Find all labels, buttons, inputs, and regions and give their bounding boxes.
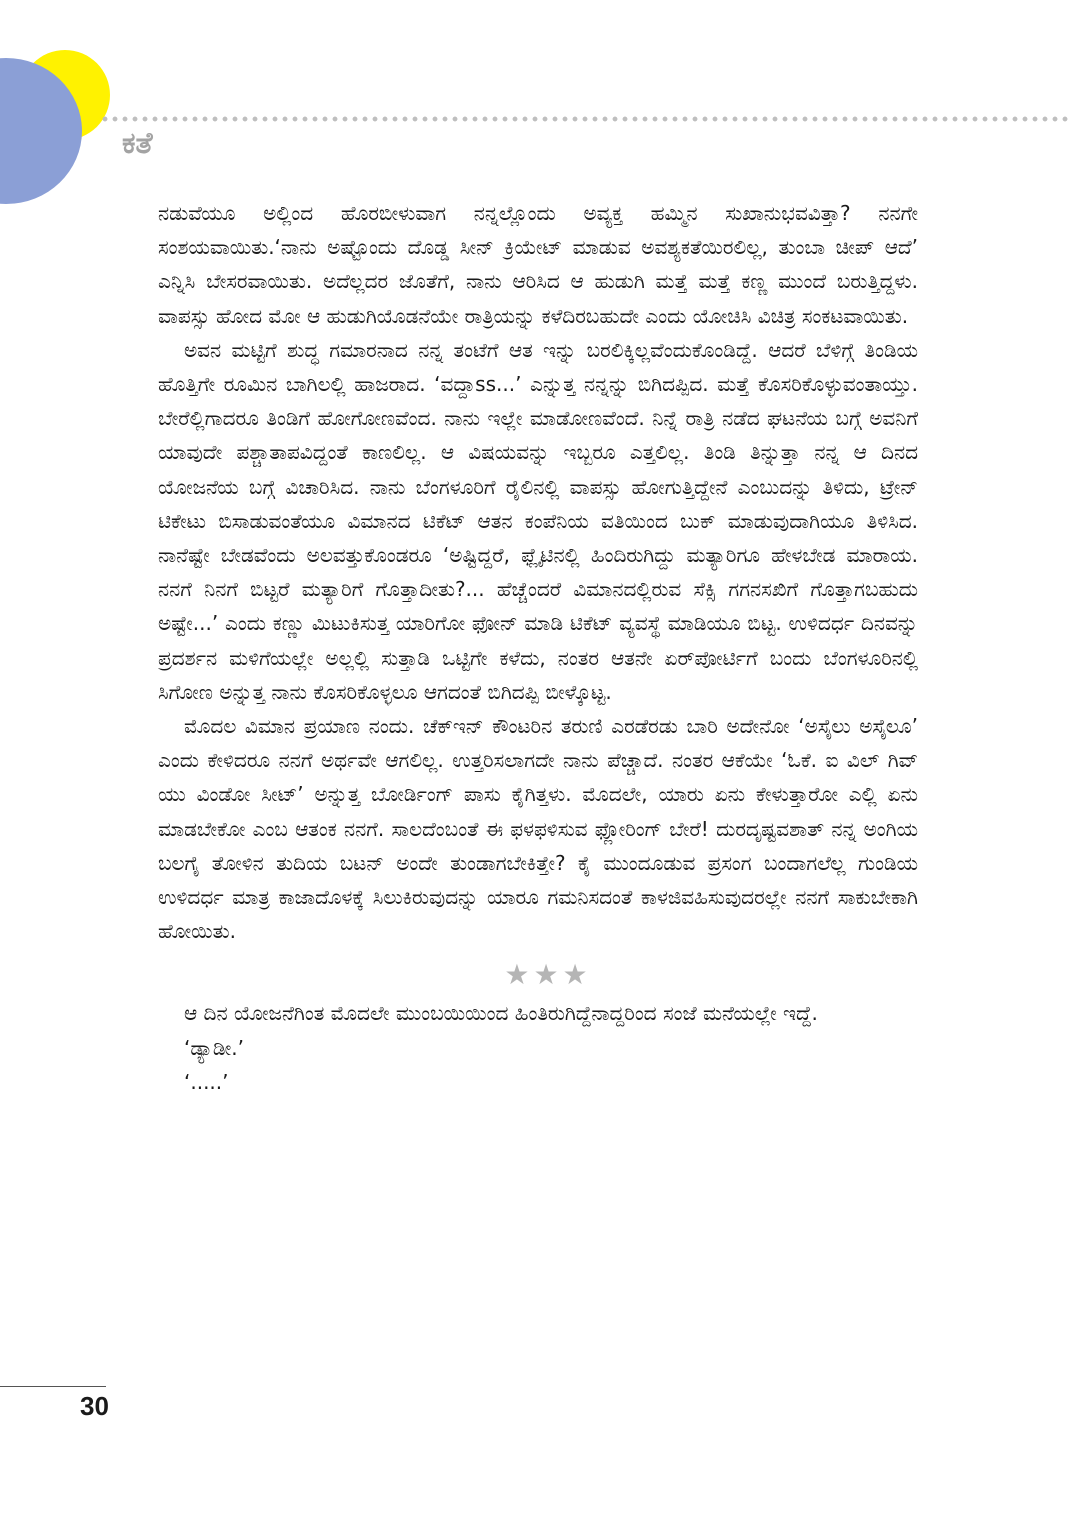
dialogue-line-2: ‘.....’: [184, 1069, 229, 1094]
header-dotted-rule: [100, 116, 1072, 122]
page-number: 30: [80, 1391, 109, 1421]
paragraph-2: ಅವನ ಮಟ್ಟಿಗೆ ಶುದ್ಧ ಗಮಾರನಾದ ನನ್ನ ತಂಟೆಗೆ ಆತ ಇನ್ನು ಬರಲಿಕ್ಕಿಲ್ಲವೆಂದುಕೊಂಡಿದ್ದೆ. ಆದರೆ ಬೆಳಿಗ್ಗೆ ತಿಂಡಿಯ ಹೊತ್ತಿಗೇ ರೂಮಿನ ಬಾಗಿಲಲ್ಲಿ ಹಾಜರಾದ. ‘ವದ್ದಾss...’ ಎನ್ನುತ್ತ ನನ್ನನ್ನು ಬಿಗಿದಪ್ಪಿದ. ಮತ್ತೆ ಕೊಸರಿಕೊಳ್ಳುವಂತಾಯ್ತು. ಬೇರೆಲ್ಲಿಗಾದರೂ ತಿಂಡಿಗೆ ಹೋಗೋಣವೆಂದ. ನಾನು ಇಲ್ಲೇ ಮಾಡೋಣವೆಂದೆ. ನಿನ್ನೆ ರಾತ್ರಿ ನಡೆದ ಘಟನೆಯ ಬಗ್ಗೆ ಅವನಿಗೆ ಯಾವುದೇ ಪಶ್ಚಾತಾಪವಿದ್ದಂತೆ ಕಾಣಲಿಲ್ಲ. ಆ ವಿಷಯವನ್ನು ಇಬ್ಬರೂ ಎತ್ತಲಿಲ್ಲ. ತಿಂಡಿ ತಿನ್ನುತ್ತಾ ನನ್ನ ಆ ದಿನದ ಯೋಜನೆಯ ಬಗ್ಗೆ ವಿಚಾರಿಸಿದ. ನಾನು ಬೆಂಗಳೂರಿಗೆ ರೈಲಿನಲ್ಲಿ ವಾಪಸ್ಸು ಹೋಗುತ್ತಿದ್ದೇನೆ ಎಂಬುದನ್ನು ತಿಳಿದು, ಟ್ರೇನ್ ಟಿಕೇಟು ಬಿಸಾಡುವಂತೆಯೂ ವಿಮಾನದ ಟಿಕೆಟ್ ಆತನ ಕಂಪೆನಿಯ ವತಿಯಿಂದ ಬುಕ್ ಮಾಡುವುದಾಗಿಯೂ ತಿಳಿಸಿದ. ನಾನೆಷ್ಟೇ ಬೇಡವೆಂದು ಅಲವತ್ತುಕೊಂಡರೂ ‘ಅಷ್ಟಿದ್ದರೆ, ಫ್ಲೈಟಿನಲ್ಲಿ ಹಿಂದಿರುಗಿದ್ದು ಮತ್ಯಾರಿಗೂ ಹೇಳಬೇಡ ಮಾರಾಯ. ನನಗೆ ನಿನಗೆ ಬಿಟ್ಟರೆ ಮತ್ಯಾರಿಗೆ ಗೊತ್ತಾದೀತು?... ಹೆಚ್ಚೆಂದರೆ ವಿಮಾನದಲ್ಲಿರುವ ಸೆಕ್ಸಿ ಗಗನಸಖಿಗೆ ಗೊತ್ತಾಗಬಹುದು ಅಷ್ಟೇ...’ ಎಂದು ಕಣ್ಣು ಮಿಟುಕಿಸುತ್ತ ಯಾರಿಗೋ ಫೋನ್ ಮಾಡಿ ಟಿಕೆಟ್ ವ್ಯವಸ್ಥೆ ಮಾಡಿಯೂ ಬಿಟ್ಟ. ಉಳಿದರ್ಧ ದಿನವನ್ನು ಪ್ರದರ್ಶನ ಮಳಿಗೆಯಲ್ಲೇ ಅಲ್ಲಲ್ಲಿ ಸುತ್ತಾಡಿ ಒಟ್ಟಿಗೇ ಕಳೆದು, ನಂತರ ಆತನೇ ಏರ್‌ಪೋರ್ಟಿಗೆ ಬಂದು ಬೆಂಗಳೂರಿನಲ್ಲಿ ಸಿಗೋಣ ಅನ್ನುತ್ತ ನಾನು ಕೊಸರಿಕೊಳ್ಳಲೂ ಆಗದಂತೆ ಬಿಗಿದಪ್ಪಿ ಬೀಳ್ಕೊಟ್ಟ.: [158, 337, 918, 704]
paragraph-3: ಮೊದಲ ವಿಮಾನ ಪ್ರಯಾಣ ನಂದು. ಚೆಕ್‌ಇನ್ ಕೌಂಟರಿನ ತರುಣಿ ಎರಡೆರಡು ಬಾರಿ ಅದೇನೋ ‘ಅಸೈಲು ಅಸೈಲೂ’ ಎಂದು ಕೇಳಿದರೂ ನನಗೆ ಅರ್ಥವೇ ಆಗಲಿಲ್ಲ. ಉತ್ತರಿಸಲಾಗದೇ ನಾನು ಪೆಚ್ಚಾದೆ. ನಂತರ ಆಕೆಯೇ ‘ಓಕೆ. ಐ ವಿಲ್ ಗಿವ್ ಯು ವಿಂಡೋ ಸೀಟ್’ ಅನ್ನುತ್ತ ಬೋರ್ಡಿಂಗ್ ಪಾಸು ಕೈಗಿತ್ತಳು. ಮೊದಲೇ, ಯಾರು ಏನು ಕೇಳುತ್ತಾರೋ ಎಲ್ಲಿ ಏನು ಮಾಡಬೇಕೋ ಎಂಬ ಆತಂಕ ನನಗೆ. ಸಾಲದೆಂಬಂತೆ ಈ ಫಳಫಳಿಸುವ ಫ್ಲೋರಿಂಗ್ ಬೇರೆ! ದುರದೃಷ್ಟವಶಾತ್ ನನ್ನ ಅಂಗಿಯ ಬಲಗೈ ತೋಳಿನ ತುದಿಯ ಬಟನ್ ಅಂದೇ ತುಂಡಾಗಬೇಕಿತ್ತೇ? ಕೈ ಮುಂದೂಡುವ ಪ್ರಸಂಗ ಬಂದಾಗಲೆಲ್ಲ ಗುಂಡಿಯ ಉಳಿದರ್ಧ ಮಾತ್ರ ಕಾಜಾದೊಳಕ್ಕೆ ಸಿಲುಕಿರುವುದನ್ನು ಯಾರೂ ಗಮನಿಸದಂತೆ ಕಾಳಜಿವಹಿಸುವುದರಲ್ಲೇ ನನಗೆ ಸಾಕುಬೇಕಾಗಿ ಹೋಯಿತು.: [158, 714, 918, 944]
section-label: ಕತೆ: [122, 126, 153, 161]
footer-rule: [0, 1386, 106, 1387]
paragraph-1: ನಡುವೆಯೂ ಅಲ್ಲಿಂದ ಹೊರಬೀಳುವಾಗ ನನ್ನಲ್ಲೊಂದು ಅವ್ಯಕ್ತ ಹಮ್ಮಿನ ಸುಖಾನುಭವವಿತ್ತಾ? ನನಗೇ ಸಂಶಯವಾಯಿತು.‘ನಾನು ಅಷ್ಟೊಂದು ದೊಡ್ಡ ಸೀನ್ ಕ್ರಿಯೇಟ್ ಮಾಡುವ ಅವಶ್ಯಕತೆಯಿರಲಿಲ್ಲ, ತುಂಬಾ ಚೀಪ್ ಆದೆ’ ಎನ್ನಿಸಿ ಬೇಸರವಾಯಿತು. ಅದೆಲ್ಲದರ ಜೊತೆಗೆ, ನಾನು ಆರಿಸಿದ ಆ ಹುಡುಗಿ ಮತ್ತೆ ಮತ್ತೆ ಕಣ್ಣ ಮುಂದೆ ಬರುತ್ತಿದ್ದಳು. ವಾಪಸ್ಸು ಹೋದ ಮೋ ಆ ಹುಡುಗಿಯೊಡನೆಯೇ ರಾತ್ರಿಯನ್ನು ಕಳೆದಿರಬಹುದೇ ಎಂದು ಯೋಚಿಸಿ ವಿಚಿತ್ರ ಸಂಕಟವಾಯಿತು.: [158, 201, 918, 328]
paragraph-4: ಆ ದಿನ ಯೋಜನೆಗಿಂತ ಮೊದಲೇ ಮುಂಬಯಿಯಿಂದ ಹಿಂತಿರುಗಿದ್ದೆನಾದ್ದರಿಂದ ಸಂಜೆ ಮನೆಯಲ್ಲೇ ಇದ್ದೆ.: [184, 1001, 818, 1026]
dialogue-line-1: ‘ಡ್ಯಾಡೀ.’: [184, 1035, 244, 1060]
story-body: [158, 196, 918, 1099]
section-break-stars: ★★★: [504, 958, 592, 992]
